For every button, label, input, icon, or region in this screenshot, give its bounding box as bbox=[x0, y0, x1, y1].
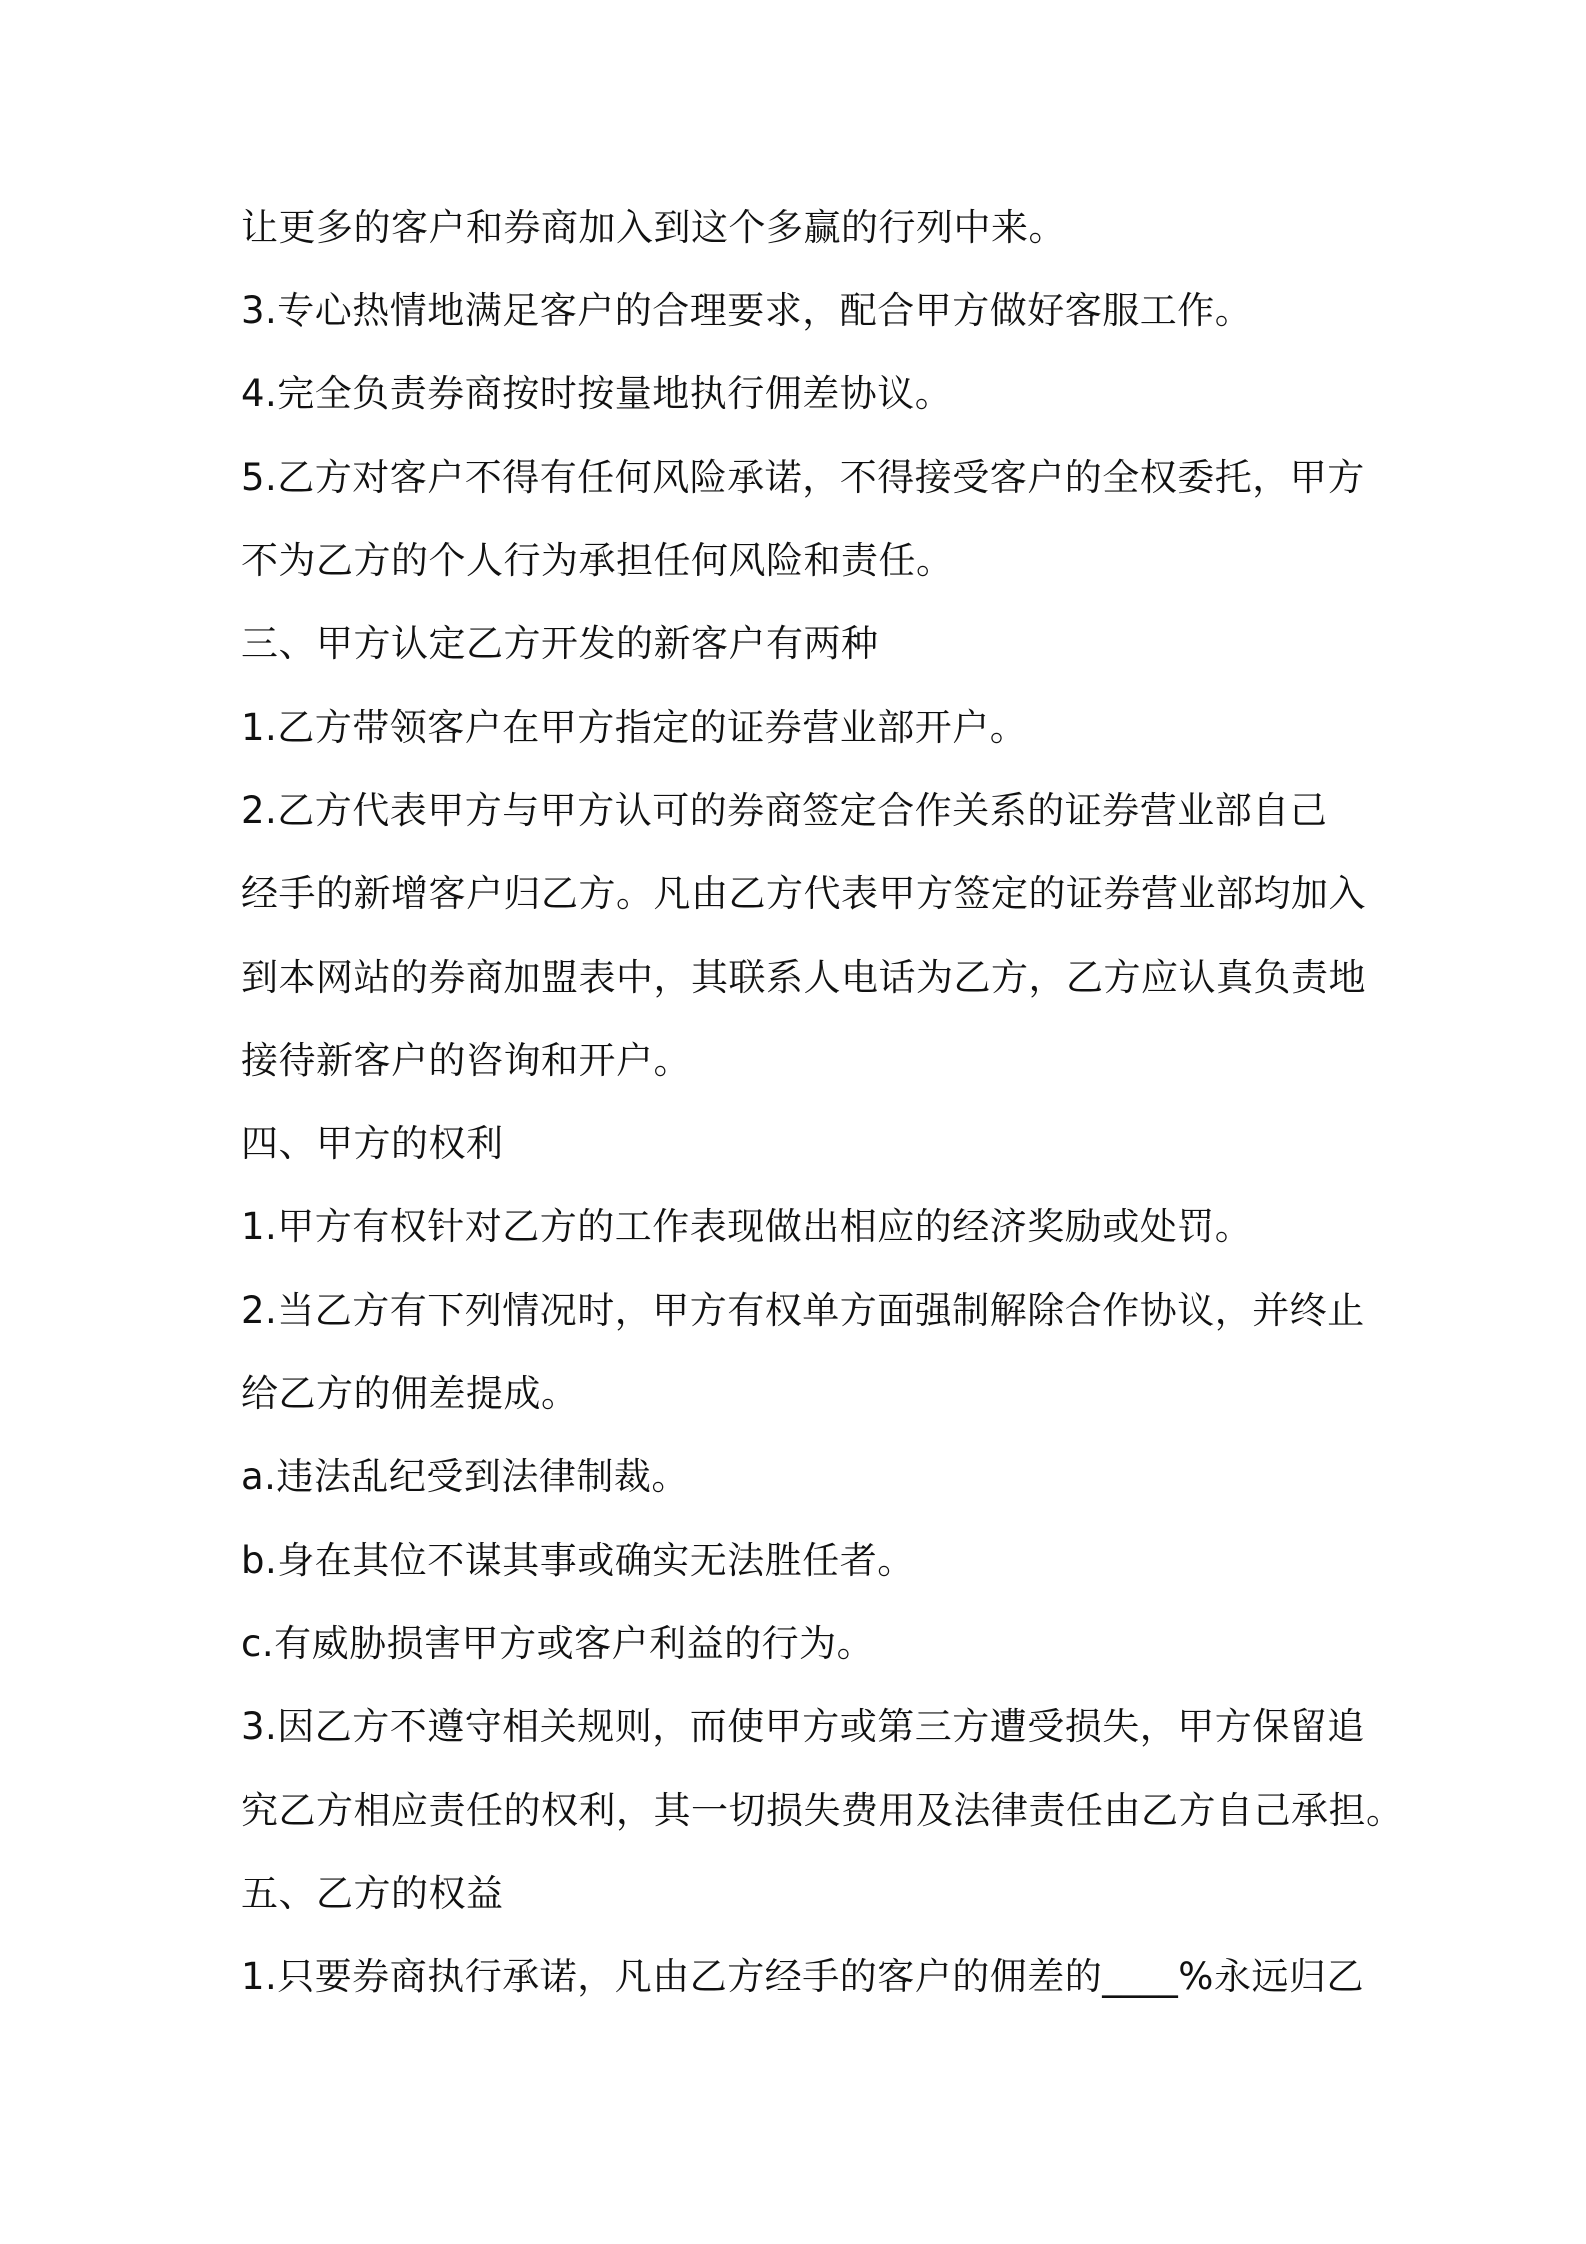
text-line: 2.当乙方有下列情况时，甲方有权单方面强制解除合作协议，并终止 bbox=[241, 1289, 1365, 1332]
text-line: 4.完全负责券商按时按量地执行佣差协议。 bbox=[241, 372, 953, 415]
text-line: 3.因乙方不遵守相关规则，而使甲方或第三方遭受损失，甲方保留追 bbox=[241, 1705, 1365, 1748]
text-line: 经手的新增客户归乙方。凡由乙方代表甲方签定的证券营业部均加入 bbox=[241, 872, 1366, 915]
text-line: 给乙方的佣差提成。 bbox=[241, 1372, 579, 1415]
text-line: 1.只要券商执行承诺，凡由乙方经手的客户的佣差的____%永远归乙 bbox=[241, 1955, 1364, 1998]
text-line: 不为乙方的个人行为承担任何风险和责任。 bbox=[241, 539, 954, 582]
section-heading: 四、甲方的权利 bbox=[241, 1122, 504, 1165]
text-line: 1.乙方带领客户在甲方指定的证券营业部开户。 bbox=[241, 706, 1028, 749]
text-line: 3.专心热情地满足客户的合理要求，配合甲方做好客服工作。 bbox=[241, 289, 1253, 332]
text-line: b.身在其位不谋其事或确实无法胜任者。 bbox=[241, 1539, 915, 1582]
text-line: 接待新客户的咨询和开户。 bbox=[241, 1039, 691, 1082]
text-line: 1.甲方有权针对乙方的工作表现做出相应的经济奖励或处罚。 bbox=[241, 1205, 1253, 1248]
text-line: 5.乙方对客户不得有任何风险承诺，不得接受客户的全权委托，甲方 bbox=[241, 456, 1365, 499]
section-heading: 五、乙方的权益 bbox=[241, 1872, 504, 1915]
text-line: a.违法乱纪受到法律制裁。 bbox=[241, 1455, 689, 1498]
text-line: 让更多的客户和券商加入到这个多赢的行列中来。 bbox=[241, 206, 1066, 249]
section-heading: 三、甲方认定乙方开发的新客户有两种 bbox=[241, 622, 879, 665]
text-line: 究乙方相应责任的权利，其一切损失费用及法律责任由乙方自己承担。 bbox=[241, 1789, 1404, 1832]
text-line: c.有威胁损害甲方或客户利益的行为。 bbox=[241, 1622, 875, 1665]
text-line: 到本网站的券商加盟表中，其联系人电话为乙方，乙方应认真负责地 bbox=[241, 956, 1366, 999]
text-line: 2.乙方代表甲方与甲方认可的券商签定合作关系的证券营业部自己 bbox=[241, 789, 1328, 832]
